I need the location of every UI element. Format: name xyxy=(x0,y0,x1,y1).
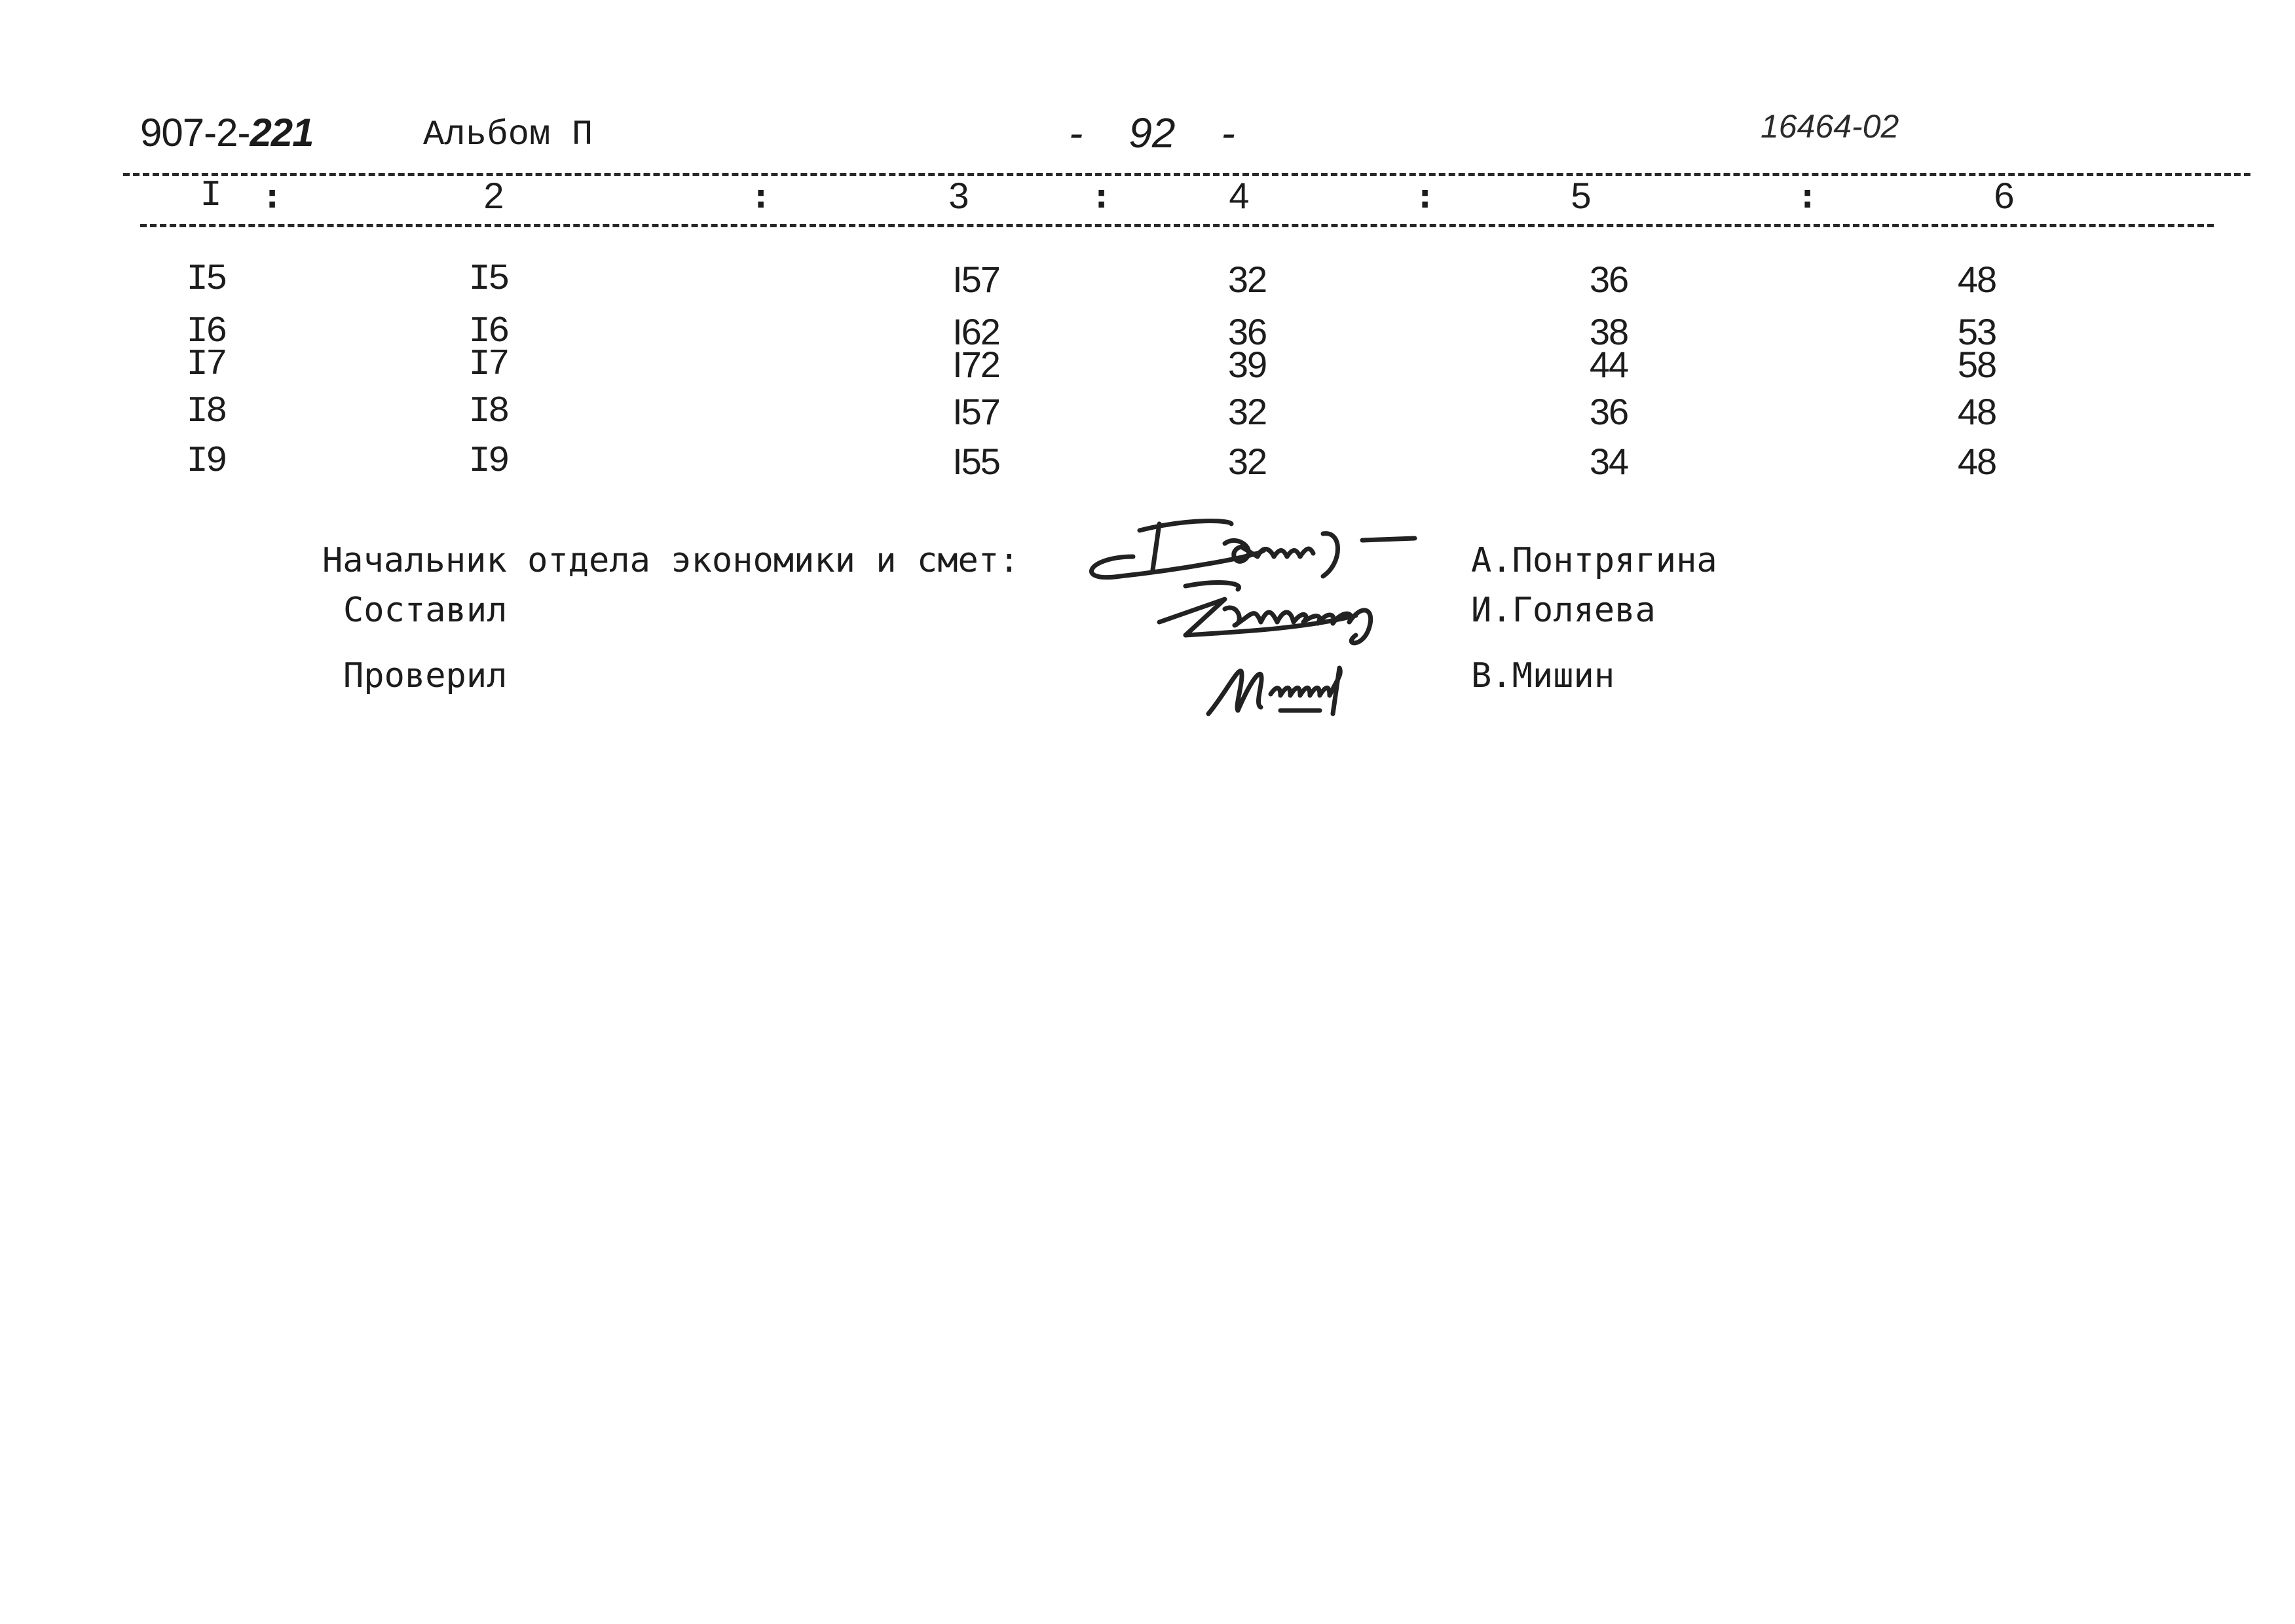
table-cell: 58 xyxy=(1957,344,1996,385)
table-cell: I57 xyxy=(952,391,999,432)
table-cell: I5 xyxy=(468,258,508,300)
column-number-4: 4 xyxy=(1229,175,1250,216)
column-separator: : xyxy=(262,177,283,216)
album-label: Альбом П xyxy=(423,115,593,155)
column-separator: : xyxy=(1415,177,1436,216)
signature-role-checked: Проверил xyxy=(343,656,508,695)
table-cell: 32 xyxy=(1227,259,1267,300)
header-rule-top xyxy=(123,173,2250,176)
table-cell: 36 xyxy=(1589,259,1628,300)
table-cell: 39 xyxy=(1227,344,1267,385)
table-cell: I8 xyxy=(186,390,225,432)
table-cell: 32 xyxy=(1227,391,1267,432)
column-number-2: 2 xyxy=(483,175,504,216)
table-cell: 32 xyxy=(1227,441,1267,482)
page-dash-right: - xyxy=(1221,109,1235,157)
inventory-number: 16464-02 xyxy=(1761,108,1899,145)
column-number-1: I xyxy=(200,174,222,216)
table-cell: I5 xyxy=(186,258,225,300)
page-number-block xyxy=(1069,109,1235,157)
document-code-prefix: 907-2- xyxy=(140,111,250,155)
page-number: 92 xyxy=(1129,109,1176,157)
column-separator: : xyxy=(1091,177,1112,216)
handwritten-signature-2 xyxy=(1146,576,1447,655)
column-number-6: 6 xyxy=(1994,175,2015,216)
column-number-5: 5 xyxy=(1571,175,1592,216)
table-cell: 48 xyxy=(1957,391,1996,432)
document-code xyxy=(140,110,314,155)
table-cell: 34 xyxy=(1589,441,1628,482)
table-cell: 38 xyxy=(1589,311,1628,352)
table-cell: I6 xyxy=(468,310,508,352)
table-cell: I7 xyxy=(468,343,508,385)
table-cell: 44 xyxy=(1589,344,1628,385)
column-separator: : xyxy=(1797,177,1818,216)
table-cell: 36 xyxy=(1227,311,1267,352)
table-cell: 48 xyxy=(1957,259,1996,300)
table-cell: I55 xyxy=(952,441,999,482)
table-cell: I6 xyxy=(186,310,225,352)
table-cell: I62 xyxy=(952,311,999,352)
handwritten-signature-1 xyxy=(1061,511,1428,583)
table-cell: I9 xyxy=(186,440,225,482)
column-separator: : xyxy=(751,177,772,216)
signature-name-checked: В.Мишин xyxy=(1471,656,1615,695)
page-dash-left: - xyxy=(1069,109,1083,157)
column-number-3: 3 xyxy=(948,175,969,216)
signature-name-head: А.Понтрягина xyxy=(1471,541,1717,580)
handwritten-signature-3 xyxy=(1199,648,1408,727)
table-cell: 36 xyxy=(1589,391,1628,432)
table-cell: I9 xyxy=(468,440,508,482)
document-code-suffix: 221 xyxy=(250,111,314,155)
table-cell: 48 xyxy=(1957,441,1996,482)
signature-name-compiled: И.Голяева xyxy=(1471,591,1656,630)
signature-role-head: Начальник отдела экономики и смет: xyxy=(322,541,1020,580)
table-cell: I8 xyxy=(468,390,508,432)
table-cell: I7 xyxy=(186,343,225,385)
table-cell: 53 xyxy=(1957,311,1996,352)
table-cell: I57 xyxy=(952,259,999,300)
header-rule-bottom xyxy=(140,224,2214,227)
signature-role-compiled: Составил xyxy=(343,591,508,630)
table-cell: I72 xyxy=(952,344,999,385)
